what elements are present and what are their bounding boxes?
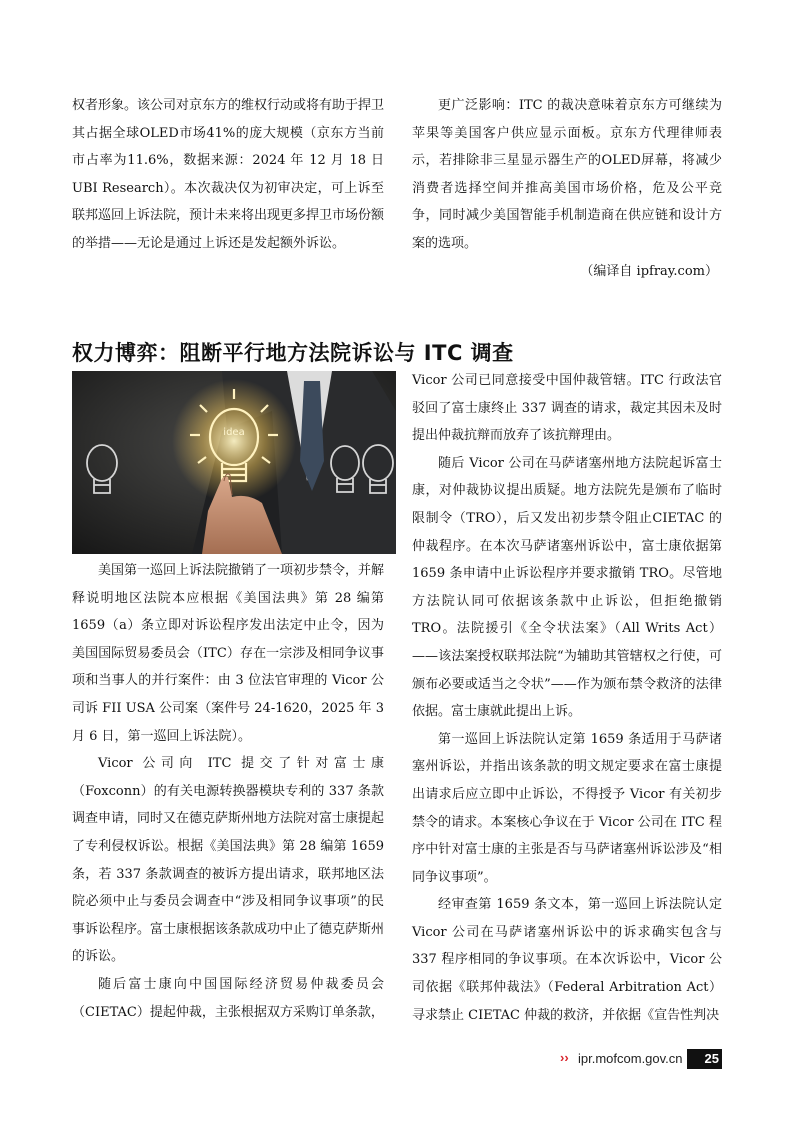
source-credit: （编译自 ipfray.com） bbox=[580, 263, 718, 279]
top-right-column bbox=[412, 92, 722, 285]
svg-text:idea: idea bbox=[223, 427, 245, 438]
page-footer bbox=[560, 1049, 722, 1069]
paragraph: 随后 Vicor 公司在马萨诸塞州地方法院起诉富士康，对仲裁协议提出质疑。地方法院先是颁布了临时限制令（TRO），后又发出初步禁令阻止CIETAC 的仲裁程序。在本次马萨诸塞州诉讼中，富士康依据第 1659 条申请中止诉讼程序并要求撤销 TRO。尽管地方法院认同可依据该条款中止诉讼，但拒绝撤销 TRO。法院援引《全令状法案》（All Writs Act）——该法案授权联邦法院“为辅助其管辖权之行使，可颁布必要或适当之令状”——作为颁布禁令救济的法律依据。富士康就此提出上诉。 bbox=[412, 455, 722, 720]
paragraph: Vicor 公司已同意接受中国仲裁管辖。ITC 行政法官驳回了富士康终止 337 调查的请求，裁定其因未及时提出仲裁抗辩而放弃了该抗辩理由。 bbox=[412, 373, 722, 444]
hero-image bbox=[72, 371, 396, 554]
bottom-left-column bbox=[72, 557, 384, 1026]
paragraph: 更广泛影响：ITC 的裁决意味着京东方可继续为苹果等美国客户供应显示面板。京东方代理律师表示，若排除非三星显示器生产的OLED屏幕，将减少消费者选择空间并推高美国市场价格，危及公平竞争，同时减少美国智能手机制造商在供应链和设计方案的选项。 bbox=[412, 98, 722, 251]
paragraph: 权者形象。该公司对京东方的维权行动或将有助于捍卫其占据全球OLED市场41%的庞大规模（京东方当前市占率为11.6%，数据来源：2024 年 12 月 18 日 UBI Research）。本次裁决仅为初审决定，可上诉至联邦巡回上诉法院，预计未来将出现更多捍卫市场份额的举措——无论是通过上诉还是发起额外诉讼。 bbox=[72, 98, 385, 251]
paragraph: 随后富士康向中国国际经济贸易仲裁委员会（CIETAC）提起仲裁，主张根据双方采购订单条款， bbox=[72, 976, 384, 1020]
paragraph: 第一巡回上诉法院认定第 1659 条适用于马萨诸塞州诉讼，并指出该条款的明文规定要求在富士康提出请求后应立即中止诉讼，不得授予 Vicor 有关初步禁令的请求。本案核心争议在于 Vicor 公司在 ITC 程序中针对富士康的主张是否与马萨诸塞州诉讼涉及“相同争议事项”。 bbox=[412, 731, 722, 885]
page-number: 25 bbox=[687, 1049, 722, 1069]
lightbulb-icon bbox=[72, 371, 396, 554]
paragraph: Vicor 公司向 ITC 提交了针对富士康（Foxconn）的有关电源转换器模块专利的 337 条款调查申请，同时又在德克萨斯州地方法院对富士康提起了专利侵权诉讼。根据《美国法典》第 28 编第 1659 条，若 337 条款调查的被诉方提出请求，联邦地区法院必须中止与委员会调查中“涉及相同争议事项”的民事诉讼程序。富士康根据该条款成功中止了德克萨斯州的诉讼。 bbox=[72, 756, 385, 965]
paragraph: 美国第一巡回上诉法院撤销了一项初步禁令，并解释说明地区法院本应根据《美国法典》第 28 编第 1659（a）条立即对诉讼程序发出法定中止令，因为美国国际贸易委员会（ITC）存在一宗涉及相同争议事项和当事人的并行案件：由 3 位法官审理的 Vicor 公司诉 FII USA 公司案（案件号 24-1620，2025 年 3 月 6 日，第一巡回上诉法院）。 bbox=[72, 563, 385, 744]
top-left-column bbox=[72, 92, 384, 258]
chevron-right-icon: ›› bbox=[560, 1050, 569, 1065]
paragraph: 经审查第 1659 条文本，第一巡回上诉法院认定 Vicor 公司在马萨诸塞州诉讼中的诉求确实包含与 337 程序相同的争议事项。在本次诉讼中，Vicor 公司依据《联邦仲裁法》（Federal Arbitration Act）寻求禁止 CIETAC 仲裁的救济，并依据《宣告性判决 bbox=[412, 897, 722, 1023]
footer-url[interactable]: ipr.mofcom.gov.cn bbox=[578, 1051, 683, 1066]
bottom-right-column bbox=[412, 367, 722, 1029]
section-title: 权力博弈：阻断平行地方法院诉讼与 ITC 调查 bbox=[72, 341, 514, 365]
